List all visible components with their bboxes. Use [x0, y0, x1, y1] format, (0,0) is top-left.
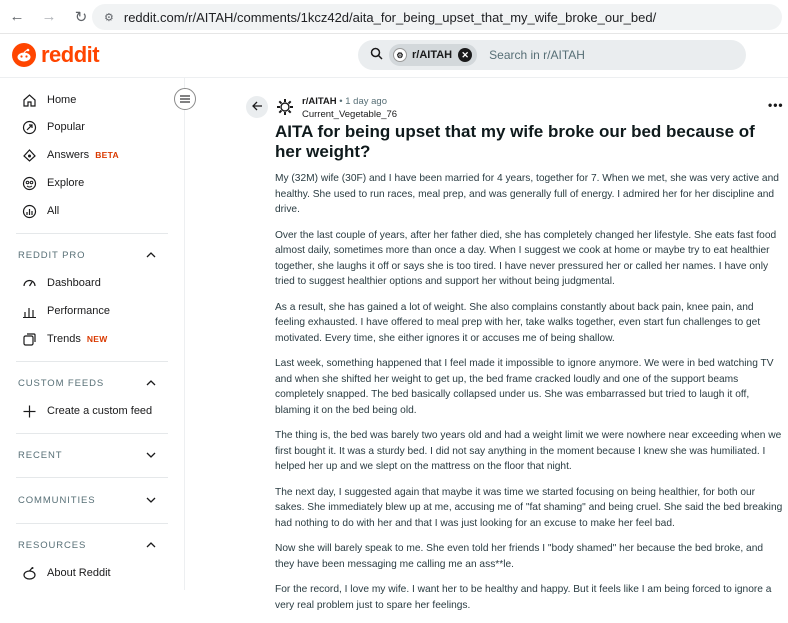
- sidebar-divider: [16, 233, 168, 234]
- subreddit-filter-chip[interactable]: [389, 44, 477, 66]
- sidebar-divider: [16, 433, 168, 434]
- sidebar-item-label: About Reddit: [47, 567, 111, 579]
- sidebar-item-answers[interactable]: [20, 143, 119, 167]
- home-icon: [20, 91, 38, 109]
- post-paragraph: Last week, something happened that I feel made it impossible to ignore anymore. We were in bed watching TV and when she shifted her weight to get up, the bed frame cracked loudly and one of the support beams completely snapped. The bed basically collapsed under us. She was embarrassed but tried to laugh it off, blaming it on the bed being old.: [275, 358, 774, 416]
- site-header: [0, 34, 788, 78]
- search-icon: [370, 47, 383, 63]
- url-text: reddit.com/r/AITAH/comments/1kcz42d/aita_for_being_upset_that_my_wife_broke_our_bed/: [123, 9, 657, 25]
- reddit-logo[interactable]: [12, 42, 99, 68]
- author-link[interactable]: Current_Vegetable_76: [302, 109, 398, 120]
- section-heading-resources[interactable]: RESOURCES: [18, 539, 87, 551]
- section-heading-communities[interactable]: COMMUNITIES: [18, 494, 96, 506]
- sidebar-item-about-reddit[interactable]: [20, 561, 111, 585]
- section-heading-reddit-pro[interactable]: REDDIT PRO: [18, 249, 86, 261]
- chevron-up-icon[interactable]: [144, 248, 158, 262]
- popular-icon: [20, 118, 38, 136]
- sidebar-item-label: Popular: [47, 121, 85, 133]
- sidebar-item-label: Create a custom feed: [47, 405, 153, 417]
- explore-icon: [20, 174, 38, 192]
- search-bar[interactable]: [358, 40, 746, 70]
- arrow-left-icon: [252, 98, 263, 116]
- post-paragraph: My (32M) wife (30F) and I have been married for 4 years, together for 7. When we met, she was very active and healthy. She used to run races, meal prep, and was generally full of energy. I admired her for her discipline and drive.: [275, 173, 779, 215]
- sidebar-divider: [16, 523, 168, 524]
- back-button[interactable]: [246, 96, 268, 118]
- dashboard-icon: [20, 274, 38, 292]
- sidebar-item-performance[interactable]: [20, 299, 110, 323]
- post-time: • 1 day ago: [339, 96, 387, 107]
- sidebar-item-trends[interactable]: [20, 327, 108, 351]
- sidebar-item-dashboard[interactable]: [20, 271, 101, 295]
- all-icon: [20, 202, 38, 220]
- post-paragraph: As a result, she has gained a lot of weight. She also complains constantly about back pain, knee pain, and feeling exhausted. I have offered to meal prep with her, take walks together, even start fun challenges to get motivated. Every time, she either ignores it or accuses me of being shallow.: [275, 301, 761, 344]
- site-settings-icon[interactable]: ⚙: [104, 11, 114, 24]
- hamburger-icon: [180, 90, 190, 108]
- subreddit-chip-avatar-icon: ⚙: [393, 48, 407, 62]
- sidebar-item-label: Performance: [47, 305, 110, 317]
- collapse-sidebar-button[interactable]: [174, 88, 196, 110]
- post-paragraph: Over the last couple of years, after her father died, she has completely changed her lifestyle. She eats fast food almost daily, sometimes more than once a day. When I suggest we cook at home or maybe try to eat healthier together, she laughs it off or says she is too tired. I have never pressured her or called her names. I have only tried to suggest healthier options and support her without being judgmental.: [275, 229, 777, 287]
- left-sidebar: [0, 78, 185, 590]
- post-title: AITA for being upset that my wife broke our bed because of her weight?: [275, 122, 755, 161]
- post-paragraph: For the record, I love my wife. I want her to be healthy and happy. But it feels like I am being forced to ignore a very real problem just to spare her feelings.: [275, 584, 772, 611]
- sidebar-item-popular[interactable]: [20, 115, 85, 139]
- post-paragraph: The next day, I suggested again that maybe it was time we started focusing on being healthier, for both our sakes. She immediately blew up at me, accusing me of "fat shaming" and being cruel. She said the bed breaking had nothing to do with her and that I was just looking for an excuse to make her feel bad.: [275, 486, 783, 529]
- chevron-down-icon[interactable]: [144, 493, 158, 507]
- chevron-up-icon[interactable]: [144, 376, 158, 390]
- section-heading-recent[interactable]: RECENT: [18, 449, 63, 461]
- new-badge: NEW: [86, 334, 108, 344]
- forward-arrow-icon[interactable]: →: [41, 8, 57, 25]
- answers-icon: [20, 146, 38, 164]
- sidebar-item-label: Trends: [47, 333, 81, 345]
- post-paragraph: The thing is, the bed was barely two years old and had a weight limit we were nowhere near exceeding when we first bought it. It was a sturdy bed. I did not say anything in the moment because I knew she was humiliated. I helped her up and we slept on the mattress on the floor that night.: [275, 430, 782, 472]
- plus-icon: [20, 402, 38, 420]
- sidebar-item-all[interactable]: [20, 199, 59, 223]
- back-arrow-icon[interactable]: ←: [9, 8, 25, 25]
- subreddit-avatar-icon[interactable]: [276, 98, 294, 116]
- sidebar-item-label: All: [47, 205, 60, 217]
- subreddit-chip-label: r/AITAH: [412, 49, 453, 61]
- chevron-up-icon[interactable]: [144, 538, 158, 552]
- reddit-wordmark: reddit: [41, 42, 100, 67]
- browser-toolbar: [0, 0, 788, 34]
- beta-badge: BETA: [95, 150, 119, 160]
- reddit-snoo-icon: [12, 43, 36, 67]
- post-meta: [302, 96, 387, 107]
- sidebar-item-label: Answers: [47, 149, 90, 161]
- reload-icon[interactable]: ↻: [74, 8, 88, 26]
- about-icon: [20, 564, 38, 582]
- post-body: [275, 171, 783, 623]
- sidebar-item-create-custom-feed[interactable]: [20, 399, 152, 423]
- sidebar-item-label: Home: [47, 94, 77, 106]
- more-options-icon[interactable]: •••: [768, 98, 784, 112]
- sidebar-divider: [16, 477, 168, 478]
- post-paragraph: Now she will barely speak to me. She even told her friends I "body shamed" her because the bed broke, and they have been messaging me calling me an ass**le.: [275, 543, 764, 570]
- sidebar-divider: [16, 361, 168, 362]
- subreddit-link[interactable]: r/AITAH: [302, 96, 337, 107]
- search-input[interactable]: Search in r/AITAH: [489, 48, 585, 62]
- sidebar-item-label: Explore: [47, 177, 85, 189]
- sidebar-item-explore[interactable]: [20, 171, 84, 195]
- chip-close-icon[interactable]: ✕: [458, 48, 472, 62]
- section-heading-custom-feeds[interactable]: CUSTOM FEEDS: [18, 377, 105, 389]
- sidebar-item-label: Dashboard: [47, 277, 101, 289]
- sidebar-item-home[interactable]: [20, 88, 76, 112]
- address-bar[interactable]: [92, 4, 782, 30]
- performance-icon: [20, 302, 38, 320]
- chevron-down-icon[interactable]: [144, 448, 158, 462]
- trends-icon: [20, 330, 38, 348]
